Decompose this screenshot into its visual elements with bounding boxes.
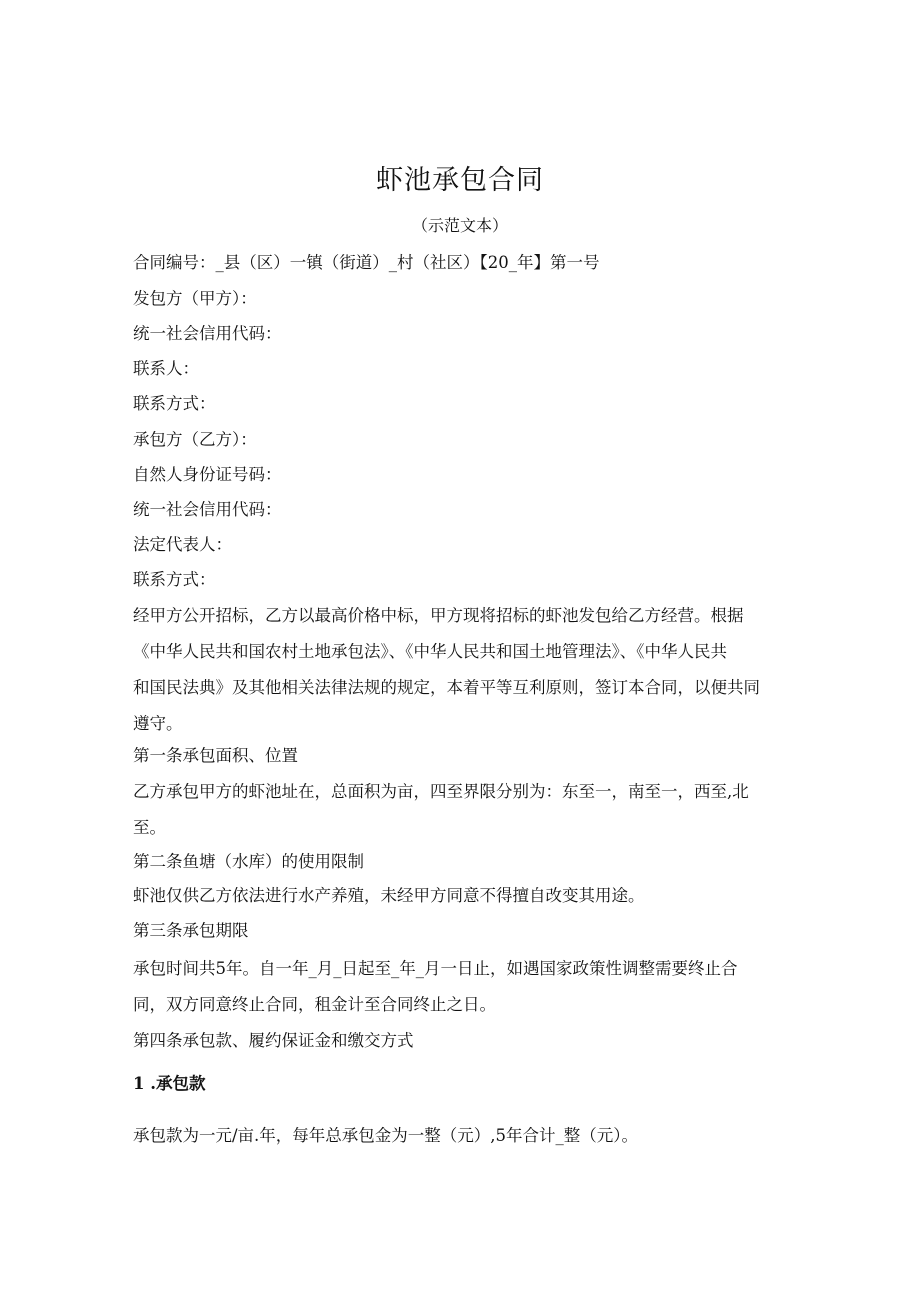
document-subtitle: （示范文本） <box>411 216 508 235</box>
document-title: 虾池承包合同 <box>376 165 544 196</box>
intro-line: 《中华人民共和国农村土地承包法》、《中华人民共和国土地管理法》、《中华人民共 <box>133 642 727 661</box>
article1-heading: 第一条承包面积、位置 <box>133 746 298 765</box>
article3-heading: 第三条承包期限 <box>133 921 249 940</box>
article2-text: 虾池仅供乙方依法进行水产养殖，未经甲方同意不得擅自改变其用途。 <box>133 886 645 905</box>
article3-paragraph <box>133 951 785 1023</box>
party-b-contact-method: 联系方式： <box>133 570 216 589</box>
article3-line: 同，双方同意终止合同，租金计至合同终止之日。 <box>133 995 496 1014</box>
article2-heading: 第二条鱼塘（水库）的使用限制 <box>133 852 364 871</box>
article4-heading: 第四条承包款、履约保证金和缴交方式 <box>133 1031 414 1050</box>
intro-line: 和国民法典》及其他相关法律法规的规定，本着平等互利原则，签订本合同，以便共同 <box>133 678 760 697</box>
party-b-credit-code: 统一社会信用代码： <box>133 500 282 519</box>
party-a-credit-code: 统一社会信用代码： <box>133 324 282 343</box>
article4-item1-heading: 1 .承包款 <box>133 1074 206 1093</box>
party-a-contact-person: 联系人： <box>133 359 199 378</box>
article1-line: 乙方承包甲方的虾池址在，总面积为亩，四至界限分别为：东至一，南至一，西至,北 <box>133 782 749 801</box>
intro-paragraph <box>133 598 785 742</box>
article1-paragraph <box>133 774 785 846</box>
article3-line: 承包时间共5年。自一年_月_日起至_年_月一日止，如遇国家政策性调整需要终止合 <box>133 959 738 978</box>
intro-line: 经甲方公开招标，乙方以最高价格中标，甲方现将招标的虾池发包给乙方经营。根据 <box>133 606 744 625</box>
party-a-label: 发包方（甲方）： <box>133 289 257 308</box>
article1-line: 至。 <box>133 818 166 837</box>
party-b-id-number: 自然人身份证号码： <box>133 465 282 484</box>
party-a-contact-method: 联系方式： <box>133 394 216 413</box>
party-b-legal-rep: 法定代表人： <box>133 535 232 554</box>
party-b-label: 承包方（乙方）： <box>133 430 257 449</box>
intro-line: 遵守。 <box>133 714 183 733</box>
article4-item1-text: 承包款为一元/亩.年，每年总承包金为一整（元）,5年合计_整（元）。 <box>133 1126 639 1145</box>
contract-number: 合同编号：_县（区）一镇（街道）_村（社区）【20_年】第一号 <box>133 253 600 272</box>
